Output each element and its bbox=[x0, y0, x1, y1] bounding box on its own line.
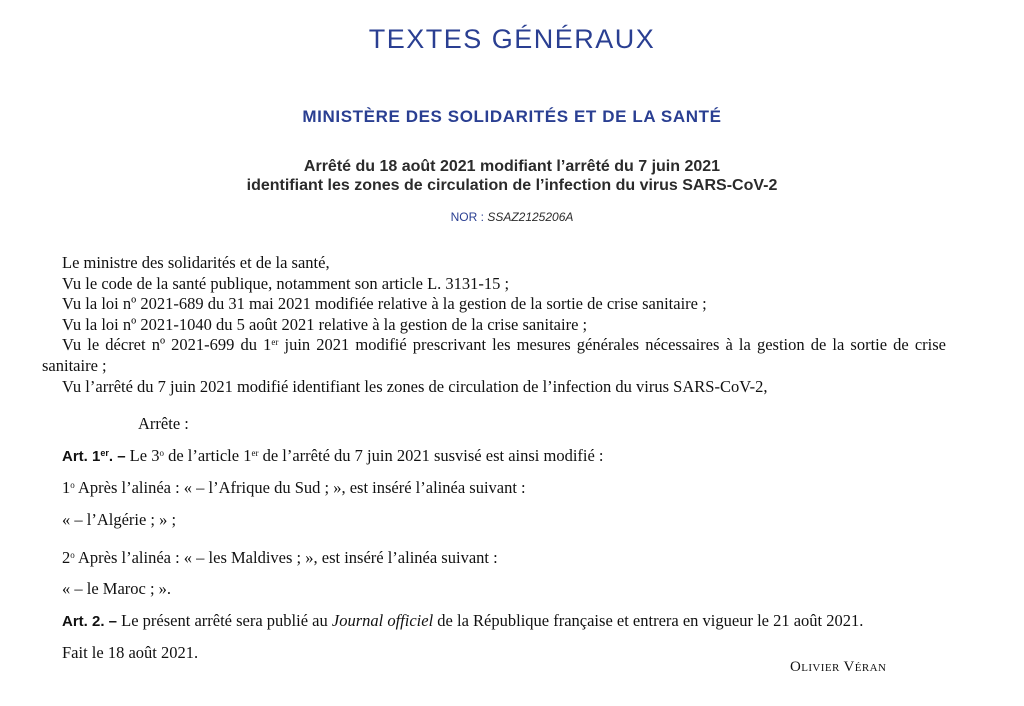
item-1-text: Après l’alinéa : « – l’Afrique du Sud ; », est inséré l’alinéa suivant : bbox=[74, 478, 526, 498]
article-1-sup-o: o bbox=[159, 447, 164, 458]
article-2 bbox=[42, 611, 946, 633]
arrete-verb: Arrête : bbox=[138, 414, 189, 434]
decree-title-line1: Arrêté du 18 août 2021 modifiant l’arrêté du 7 juin 2021 bbox=[303, 158, 721, 175]
decree-title-line2: identifiant les zones de circulation de l’infection du virus SARS-CoV-2 bbox=[246, 177, 778, 194]
nor-reference bbox=[0, 210, 1024, 224]
article-1-item-2-insert: « – le Maroc ; ». bbox=[62, 579, 172, 599]
item-1-number: 1 bbox=[62, 478, 71, 498]
preamble-vu-decret bbox=[42, 335, 946, 376]
preamble-intro: Le ministre des solidarités et de la santé, bbox=[62, 253, 330, 272]
article-2-text-a: Le présent arrêté sera publié au bbox=[117, 610, 332, 630]
article-2-label: Art. 2. – bbox=[62, 612, 118, 630]
ministry-heading: MINISTÈRE DES SOLIDARITÉS ET DE LA SANTÉ bbox=[302, 107, 722, 126]
article-2-text-b: de la République française et entrera en vigueur le 21 août 2021. bbox=[433, 610, 864, 630]
preamble-vu-loi-1040: Vu la loi nº 2021-1040 du 5 août 2021 relative à la gestion de la crise sanitaire ; bbox=[62, 314, 588, 334]
item-1-sup: o bbox=[70, 480, 75, 491]
article-1-label-sup: er bbox=[100, 447, 109, 458]
fait-date: Fait le 18 août 2021. bbox=[62, 643, 199, 663]
section-title: TEXTES GÉNÉRAUX bbox=[368, 24, 656, 54]
article-1-label bbox=[62, 448, 126, 465]
preamble-vu-arrete: Vu l’arrêté du 7 juin 2021 modifié identifiant les zones de circulation de l’infection du virus SARS-CoV-2, bbox=[62, 376, 768, 396]
article-1-item-1-insert: « – l’Algérie ; » ; bbox=[62, 509, 177, 529]
nor-value: SSAZ2125206A bbox=[487, 210, 574, 224]
journal-officiel-italic: Journal officiel bbox=[331, 610, 434, 630]
item-2-text: Après l’alinéa : « – les Maldives ; », est inséré l’alinéa suivant : bbox=[74, 547, 498, 567]
article-1 bbox=[42, 446, 946, 468]
vu-decret-sup: er bbox=[271, 337, 279, 348]
article-1-item-1 bbox=[42, 478, 946, 499]
article-1-label-dash: . – bbox=[108, 447, 126, 465]
article-1-text-b: de l’article 1 bbox=[163, 445, 252, 465]
vu-decret-text-end: juin 2021 modifié prescrivant les mesures générales nécessaires à la gestion de la sortie de crise sanitaire ; bbox=[42, 335, 946, 375]
item-2-sup: o bbox=[70, 549, 75, 560]
article-1-label-text: Art. 1 bbox=[62, 447, 101, 465]
decree-title bbox=[0, 157, 1024, 195]
article-1-sup-er: er bbox=[251, 447, 259, 458]
preamble-vu-loi-689: Vu la loi nº 2021-689 du 31 mai 2021 modifiée relative à la gestion de la sortie de crise sanitaire ; bbox=[62, 294, 707, 314]
signature: Olivier Véran bbox=[790, 659, 887, 675]
item-2-number: 2 bbox=[62, 547, 71, 567]
vu-decret-text-start: Vu le décret nº 2021-699 du 1 bbox=[62, 335, 272, 355]
article-1-text-c: de l’arrêté du 7 juin 2021 susvisé est ainsi modifié : bbox=[258, 445, 604, 465]
article-1-item-2 bbox=[42, 548, 946, 569]
decree-body bbox=[42, 253, 946, 664]
preamble-vu-code: Vu le code de la santé publique, notamment son article L. 3131-15 ; bbox=[62, 273, 510, 293]
nor-label: NOR : bbox=[450, 210, 484, 224]
article-1-text-a: Le 3 bbox=[125, 445, 160, 465]
